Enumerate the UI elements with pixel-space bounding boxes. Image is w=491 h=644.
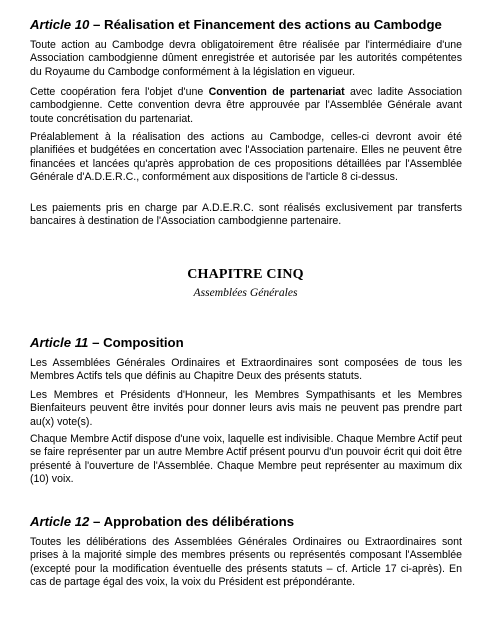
article-10-paragraph-2 bbox=[30, 86, 462, 126]
article-12-heading bbox=[30, 514, 294, 529]
article-12-paragraph-1: Toutes les délibérations des Assemblées Générales Ordinaires ou Extraordinaires sont prises à la majorité simple des membres présents ou représentés composant l'Assemblée (excepté pour la modification éventuelle des présents statuts – cf. Article 17 ci-après). En cas de partage égal des voix, la voix du Président est prépondérante. bbox=[30, 536, 462, 589]
article-11-heading bbox=[30, 335, 184, 350]
article-10-number: Article 10 bbox=[30, 17, 90, 32]
article-11-paragraph-3: Chaque Membre Actif dispose d'une voix, laquelle est indivisible. Chaque Membre Actif peut se faire représenter par un autre Membre Actif présent pourvu d'un pouvoir écrit qui doit être présenté à l'ouverture de l'Assemblée. Chaque Membre peut représenter au maximum dix (10) voix. bbox=[30, 433, 462, 486]
article-12-title: – Approbation des délibérations bbox=[89, 514, 295, 529]
article-10-heading bbox=[30, 17, 442, 32]
article-10-paragraph-3: Préalablement à la réalisation des actions au Cambodge, celles-ci devront avoir été planifiées et budgétées en concertation avec l'Association partenaire. Elles ne peuvent être financées et lancées qu'après approbation de ces propositions détaillées par l'Assemblée Générale d'A.D.E.R.C., conformément aux dispositions de l'article 8 ci-dessus. bbox=[30, 131, 462, 184]
article-11-title: – Composition bbox=[88, 335, 184, 350]
article-11-paragraph-1: Les Assemblées Générales Ordinaires et Extraordinaires sont composées de tous les Membres Actifs tels que définis au Chapitre Deux des présents statuts. bbox=[30, 357, 462, 383]
article-11-number: Article 11 bbox=[30, 335, 89, 350]
article-10-p2-text-start: Cette coopération fera l'objet d'une bbox=[30, 86, 209, 98]
article-10-p2-text-end: avec ladite Association cambodgienne. Cette convention devra être approuvée par l'Assemblée Générale avant toute concrétisation du partenariat. bbox=[30, 86, 463, 125]
article-10-paragraph-1: Toute action au Cambodge devra obligatoirement être réalisée par l'intermédiaire d'une Association cambodgienne dûment enregistrée et autorisée par les autorités compétentes du Royaume du Cambodge conformément à la législation en vigueur. bbox=[30, 39, 462, 78]
article-12-number: Article 12 bbox=[30, 514, 90, 529]
convention-de-partenariat-term: Convention de partenariat bbox=[208, 86, 345, 98]
article-10-paragraph-4: Les paiements pris en charge par A.D.E.R.C. sont réalisés exclusivement par transferts bancaires à destination de l'Association cambodgienne partenaire. bbox=[30, 202, 462, 228]
chapter-subtitle: Assemblées Générales bbox=[193, 286, 298, 299]
chapter-title: CHAPITRE CINQ bbox=[187, 267, 304, 282]
article-10-title: – Réalisation et Financement des actions au Cambodge bbox=[89, 17, 442, 32]
article-11-paragraph-2: Les Membres et Présidents d'Honneur, les Membres Sympathisants et les Membres Bienfaiteurs peuvent être invités pour donner leurs avis mais ne peuvent pas prendre part au(x) vote(s). bbox=[30, 389, 462, 428]
